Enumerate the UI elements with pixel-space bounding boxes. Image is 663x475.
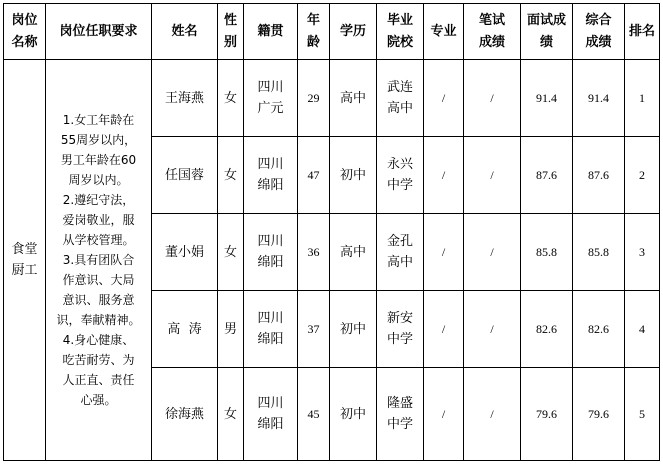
header-school: 毕业 院校	[377, 4, 424, 60]
requirement-line: 4.身心健康、	[62, 333, 135, 347]
cell-education: 初中	[330, 368, 377, 461]
cell-education: 高中	[330, 60, 377, 137]
cell-total-score: 91.4	[573, 60, 625, 137]
cell-rank: 2	[625, 137, 660, 214]
header-requirement: 岗位任职要求	[46, 4, 152, 60]
table-row	[4, 60, 660, 137]
cell-gender: 女	[218, 60, 244, 137]
cell-gender: 女	[218, 368, 244, 461]
cell-interview-score: 79.6	[521, 368, 573, 461]
cell-total-score: 85.8	[573, 214, 625, 291]
cell-interview-score: 87.6	[521, 137, 573, 214]
cell-school: 永兴 中学	[377, 137, 424, 214]
cell-school: 隆盛 中学	[377, 368, 424, 461]
cell-name: 王海燕	[152, 60, 218, 137]
header-written-score: 笔试 成绩	[464, 4, 521, 60]
requirement-line: 心强。	[80, 393, 117, 407]
cell-age: 37	[298, 291, 330, 368]
cell-interview-score: 82.6	[521, 291, 573, 368]
requirement-line: 1.女工年龄在	[62, 113, 135, 127]
results-table	[3, 3, 660, 461]
cell-major: /	[424, 368, 464, 461]
header-total-score: 综合 成绩	[573, 4, 625, 60]
cell-age: 36	[298, 214, 330, 291]
cell-rank: 5	[625, 368, 660, 461]
header-position: 岗位 名称	[4, 4, 46, 60]
requirement-line: 人正直、责任	[62, 373, 135, 387]
cell-major: /	[424, 214, 464, 291]
cell-origin: 四川 绵阳	[244, 137, 298, 214]
requirement-line: 识，奉献精神。	[56, 313, 141, 327]
cell-education: 高中	[330, 214, 377, 291]
cell-written-score: /	[464, 137, 521, 214]
cell-education: 初中	[330, 291, 377, 368]
cell-name: 董小娟	[152, 214, 218, 291]
cell-interview-score: 91.4	[521, 60, 573, 137]
requirement-line: 爱岗敬业，服	[62, 213, 135, 227]
cell-origin: 四川 绵阳	[244, 214, 298, 291]
header-row	[4, 4, 660, 60]
cell-origin: 四川 绵阳	[244, 368, 298, 461]
cell-rank: 1	[625, 60, 660, 137]
cell-rank: 4	[625, 291, 660, 368]
requirement-line: 55周岁以内，	[60, 133, 137, 147]
cell-written-score: /	[464, 368, 521, 461]
requirement-line: 吃苦耐劳、为	[62, 353, 135, 367]
requirement-line: 意识、服务意	[62, 293, 135, 307]
cell-total-score: 87.6	[573, 137, 625, 214]
cell-school: 新安 中学	[377, 291, 424, 368]
cell-major: /	[424, 291, 464, 368]
cell-total-score: 79.6	[573, 368, 625, 461]
cell-gender: 男	[218, 291, 244, 368]
cell-rank: 3	[625, 214, 660, 291]
cell-written-score: /	[464, 60, 521, 137]
cell-written-score: /	[464, 214, 521, 291]
header-name: 姓名	[152, 4, 218, 60]
requirement-line: 男工年龄在60	[60, 153, 137, 167]
requirement-line: 2.遵纪守法，	[62, 193, 135, 207]
cell-major: /	[424, 137, 464, 214]
header-age: 年 龄	[298, 4, 330, 60]
cell-name: 任国蓉	[152, 137, 218, 214]
cell-written-score: /	[464, 291, 521, 368]
header-major: 专业	[424, 4, 464, 60]
requirement-line: 作意识、大局	[62, 273, 135, 287]
cell-origin: 四川 广元	[244, 60, 298, 137]
cell-age: 47	[298, 137, 330, 214]
cell-name: 徐海燕	[152, 368, 218, 461]
cell-gender: 女	[218, 214, 244, 291]
requirement-line: 3.具有团队合	[62, 253, 135, 267]
header-interview-score: 面试成绩	[521, 4, 573, 60]
cell-school: 武连 高中	[377, 60, 424, 137]
requirement-line: 周岁以内。	[68, 173, 129, 187]
requirement-line: 从学校管理。	[62, 233, 135, 247]
header-education: 学历	[330, 4, 377, 60]
cell-interview-score: 85.8	[521, 214, 573, 291]
cell-age: 29	[298, 60, 330, 137]
cell-origin: 四川 绵阳	[244, 291, 298, 368]
header-gender: 性 别	[218, 4, 244, 60]
cell-total-score: 82.6	[573, 291, 625, 368]
cell-gender: 女	[218, 137, 244, 214]
header-rank: 排名	[625, 4, 660, 60]
cell-school: 金孔 高中	[377, 214, 424, 291]
cell-major: /	[424, 60, 464, 137]
results-sheet	[3, 3, 659, 471]
cell-age: 45	[298, 368, 330, 461]
position-cell: 食堂 厨工	[4, 60, 46, 461]
cell-name: 高 涛	[152, 291, 218, 368]
cell-education: 初中	[330, 137, 377, 214]
requirements-cell	[46, 60, 152, 461]
header-origin: 籍贯	[244, 4, 298, 60]
